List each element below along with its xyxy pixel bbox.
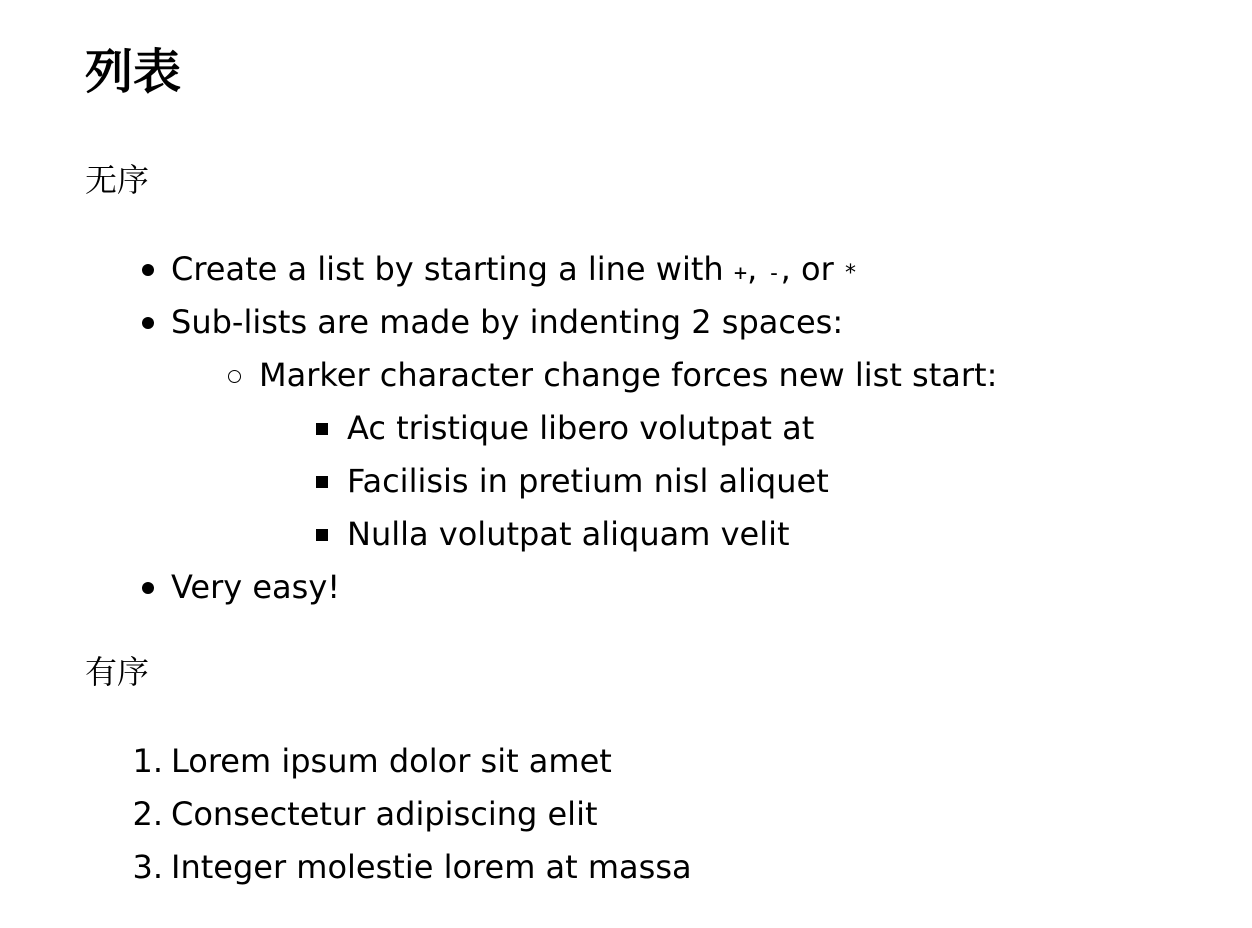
list-item-prefix: Create a list by starting a line with	[171, 250, 734, 288]
ordered-list-item	[85, 735, 692, 788]
bullet-square-icon	[316, 423, 328, 435]
page-title: 列表	[85, 44, 182, 100]
list-item	[85, 243, 997, 296]
nested-list-item	[85, 508, 997, 561]
list-item	[85, 296, 997, 349]
inline-code-minus: -	[767, 261, 781, 286]
list-item-text: Ac tristique libero volutpat at	[347, 409, 815, 447]
unordered-section-label: 无序	[85, 161, 150, 199]
bullet-disc-icon	[142, 264, 154, 276]
list-item-number: 3.	[132, 848, 163, 886]
unordered-list	[85, 243, 997, 614]
bullet-circle-icon	[228, 370, 241, 383]
list-item	[85, 561, 997, 614]
ordered-list	[85, 735, 692, 894]
list-item-text: Sub-lists are made by indenting 2 spaces:	[171, 303, 844, 341]
list-item-text	[171, 250, 857, 288]
list-item-separator: ,	[747, 250, 768, 288]
list-item-text: Lorem ipsum dolor sit amet	[171, 742, 612, 780]
bullet-square-icon	[316, 529, 328, 541]
list-item-text: Consectetur adipiscing elit	[171, 795, 598, 833]
list-item-text: Integer molestie lorem at massa	[171, 848, 692, 886]
inline-code-asterisk: *	[843, 261, 858, 286]
nested-list-item	[85, 402, 997, 455]
bullet-square-icon	[316, 476, 328, 488]
list-item-number: 1.	[132, 742, 163, 780]
bullet-disc-icon	[142, 582, 154, 594]
list-item-number: 2.	[132, 795, 163, 833]
list-item-text: Nulla volutpat aliquam velit	[347, 515, 790, 553]
ordered-list-item	[85, 841, 692, 894]
ordered-list-item	[85, 788, 692, 841]
list-item-separator: , or	[780, 250, 844, 288]
nested-list-item	[85, 349, 997, 402]
list-item-text: Very easy!	[171, 568, 341, 606]
nested-list-item	[85, 455, 997, 508]
bullet-disc-icon	[142, 317, 154, 329]
list-item-text: Facilisis in pretium nisl aliquet	[347, 462, 829, 500]
list-item-text: Marker character change forces new list start:	[259, 356, 998, 394]
inline-code-plus: +	[733, 261, 748, 286]
ordered-section-label: 有序	[85, 653, 150, 691]
